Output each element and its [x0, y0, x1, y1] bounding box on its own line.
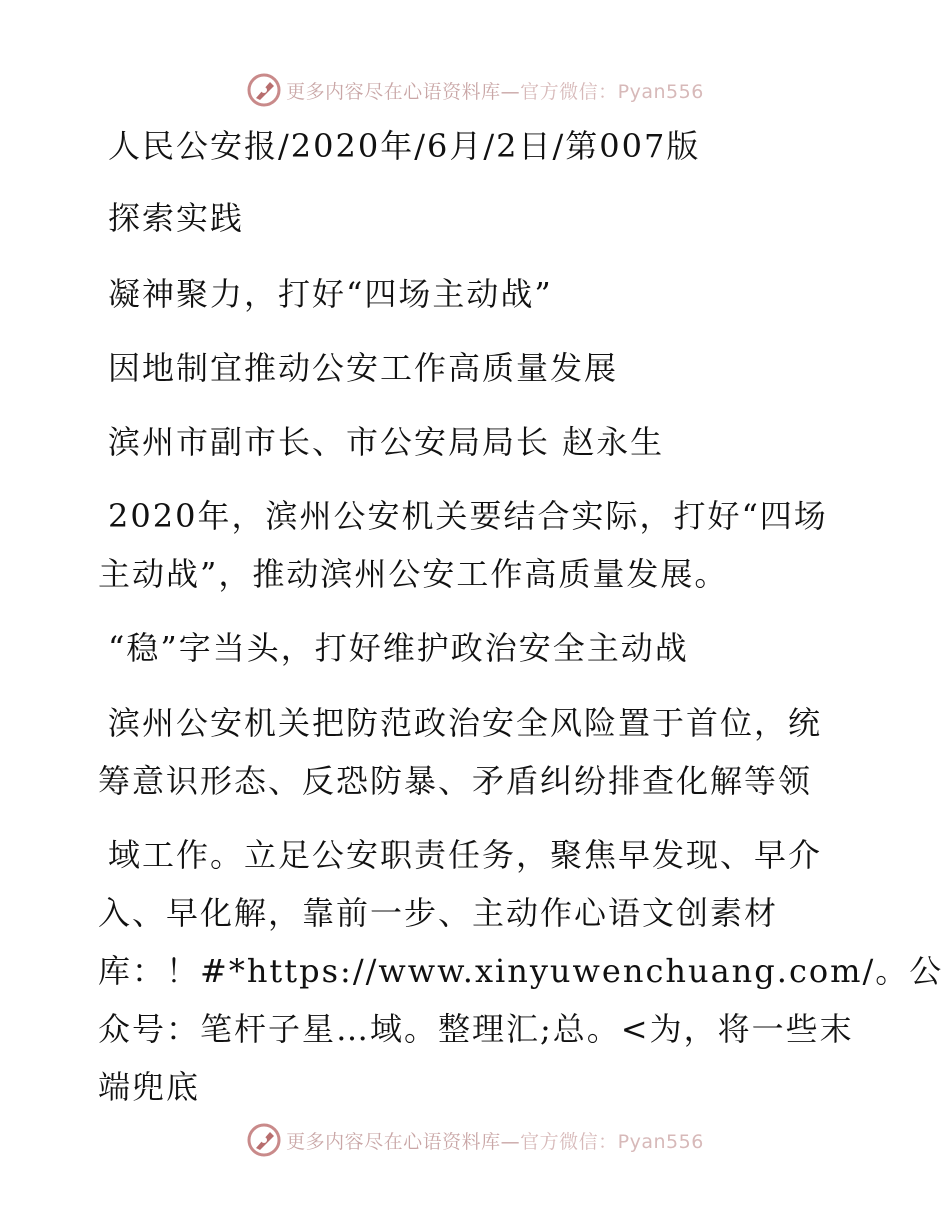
document-source-line: 人民公安报/2020年/6月/2日/第007版	[108, 127, 701, 165]
paragraph-line: 库：！#*https://www.xinyuwenchuang.com/。公	[98, 952, 944, 990]
article-author: 滨州市副市长、市公安局局长 赵永生	[108, 423, 665, 461]
paragraph-line: 主动战”，推动滨州公安工作高质量发展。	[98, 555, 729, 593]
paragraph-line: 筹意识形态、反恐防暴、矛盾纠纷排查化解等领	[98, 762, 813, 800]
paragraph-line: 端兜底	[98, 1068, 201, 1106]
paragraph-line: 滨州公安机关把防范政治安全风险置于首位，统	[108, 704, 823, 742]
watermark-text: 更多内容尽在心语资料库—官方微信：Pyan556	[286, 1130, 704, 1153]
paragraph-line: 众号：笔杆子星…域。整理汇;总。<为，将一些末	[98, 1010, 854, 1048]
article-subtitle: 因地制宜推动公安工作高质量发展	[108, 349, 619, 387]
paragraph-line: 域工作。立足公安职责任务，聚焦早发现、早介	[108, 836, 823, 874]
paragraph-line: 2020年，滨州公安机关要结合实际，打好“四场	[108, 497, 828, 535]
pen-logo-icon	[246, 1122, 282, 1158]
pen-logo-icon	[246, 72, 282, 108]
section-heading: “稳”字当头，打好维护政治安全主动战	[108, 629, 689, 667]
article-title: 凝神聚力，打好“四场主动战”	[108, 275, 553, 313]
watermark-text: 更多内容尽在心语资料库—官方微信：Pyan556	[286, 80, 704, 103]
header-watermark-banner	[0, 70, 950, 110]
paragraph-line: 入、早化解，靠前一步、主动作心语文创素材	[98, 894, 779, 932]
footer-watermark-banner	[0, 1120, 950, 1160]
section-label: 探索实践	[108, 199, 245, 237]
